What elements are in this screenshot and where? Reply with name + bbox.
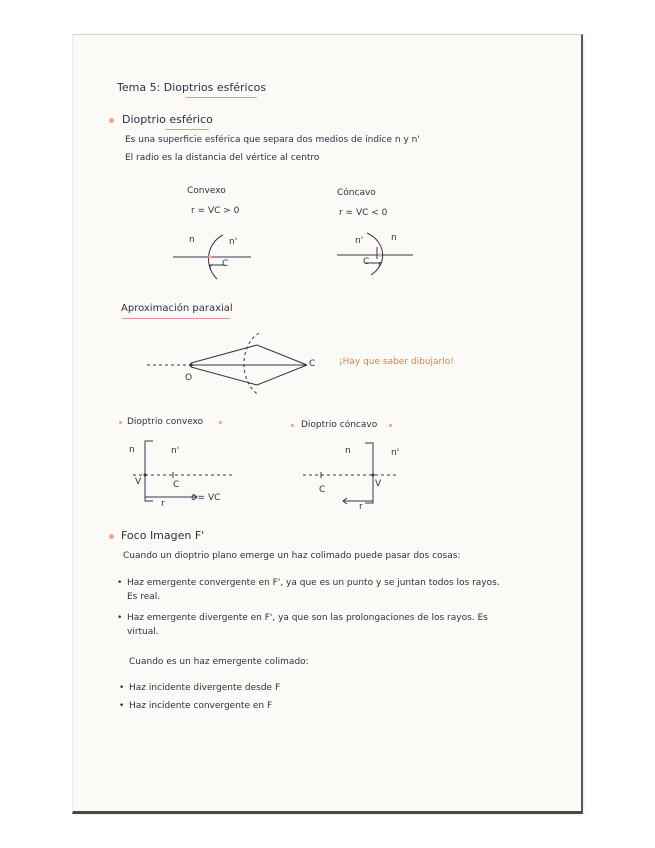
convex-diagram: [173, 231, 253, 281]
section-heading-foco: Foco Imagen F': [121, 529, 205, 542]
convexo-r: r: [161, 499, 165, 509]
foco-item1-line1: Haz emergente convergente en F', ya que es un punto y se juntan todos los rayos.: [127, 578, 500, 588]
paraxial-c: C: [309, 359, 316, 369]
concave-c: C: [363, 257, 370, 267]
convex-dioptrio-diagram: [127, 439, 237, 505]
convexo-formula: r = VC: [191, 493, 221, 503]
concave-n-prime: n': [355, 236, 364, 246]
concave-label: Cóncavo: [337, 188, 376, 198]
foco-item2-line2: virtual.: [127, 627, 159, 637]
concavo-n: n: [345, 446, 351, 456]
bullet-icon: [109, 534, 114, 539]
convex-c: C: [222, 259, 229, 269]
convex-r: r: [209, 263, 213, 273]
radius-line: El radio es la distancia del vértice al centro: [125, 153, 320, 163]
bullet-dot: •: [119, 683, 125, 693]
bullet-dot: •: [117, 578, 123, 588]
foco-item1-line2: Es real.: [127, 592, 161, 602]
definition-line: Es una superficie esférica que separa dos medios de índice n y n': [125, 135, 420, 145]
concavo-c: C: [319, 485, 326, 495]
concavo-v: V: [375, 479, 382, 489]
bullet-dot: •: [119, 701, 125, 711]
foco-item4: Haz incidente convergente en F: [129, 701, 273, 711]
concave-formula: r = VC < 0: [339, 208, 388, 218]
foco-item3: Haz incidente divergente desde F: [129, 683, 281, 693]
concave-n: n: [391, 233, 397, 243]
foco-intro: Cuando un dioptrio plano emerge un haz colimado puede pasar dos cosas:: [123, 551, 461, 561]
section-heading-paraxial: Aproximación paraxial: [121, 303, 233, 314]
bullet-icon: [219, 421, 222, 424]
page-title: Tema 5: Dioptrios esféricos: [117, 81, 267, 94]
bullet-dot: •: [117, 613, 123, 623]
convexo-v: V: [135, 477, 142, 487]
concave-r: r: [378, 260, 382, 270]
convex-n-prime: n': [229, 237, 238, 247]
heading-underline: [165, 126, 209, 130]
concave-diagram: [337, 229, 417, 279]
convexo-n: n: [129, 445, 135, 455]
foco-item2-line1: Haz emergente divergente en F', ya que son las prolongaciones de los rayos. Es: [127, 613, 488, 623]
paraxial-note: ¡Hay que saber dibujarlo!: [339, 357, 454, 367]
bullet-icon: [119, 421, 122, 424]
concavo-r: r: [359, 502, 363, 512]
title-underline: [185, 94, 257, 98]
paraxial-diagram: [147, 331, 317, 391]
convex-label: Convexo: [187, 186, 226, 196]
convexo-n-prime: n': [171, 446, 180, 456]
bullet-icon: [109, 118, 114, 123]
bullet-icon: [291, 424, 294, 427]
section-heading-concavo: Dioptrio cóncavo: [301, 420, 378, 430]
section-heading-dioptrio-esferico: Dioptrio esférico: [122, 113, 213, 126]
heading-underline: [121, 315, 231, 319]
notebook-page: [72, 34, 583, 814]
concavo-n-prime: n': [391, 448, 400, 458]
foco-intro2: Cuando es un haz emergente colimado:: [129, 657, 309, 667]
paraxial-o: O: [185, 373, 193, 383]
convex-n: n: [189, 235, 195, 245]
convexo-c: C: [173, 480, 180, 490]
section-heading-convexo: Dioptrio convexo: [127, 417, 204, 427]
convex-formula: r = VC > 0: [191, 206, 240, 216]
bullet-icon: [389, 424, 392, 427]
